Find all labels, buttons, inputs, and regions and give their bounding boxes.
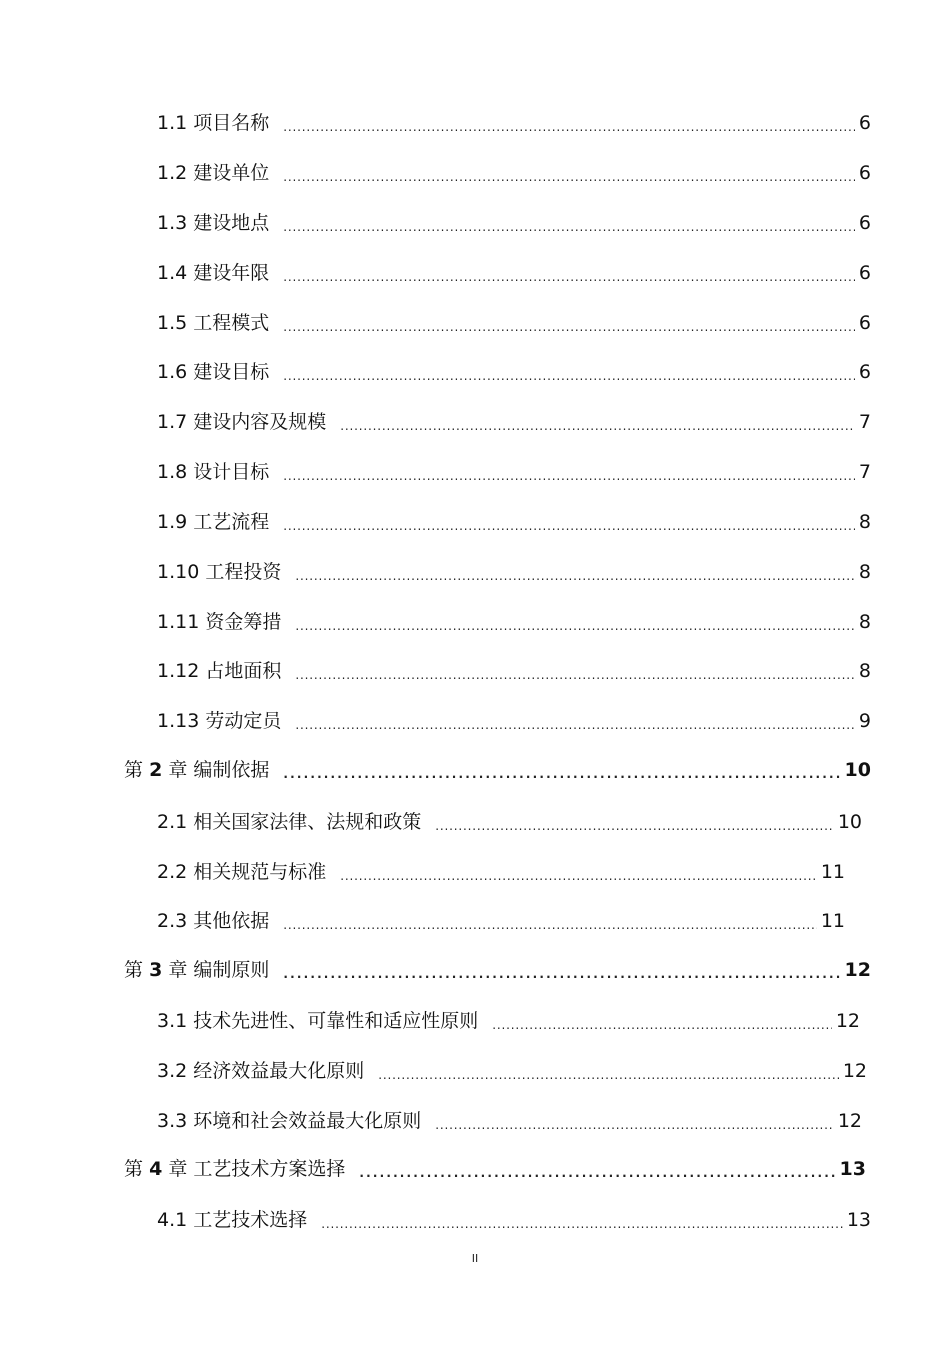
toc-entry-label: 1.10 工程投资 <box>157 561 282 583</box>
toc-entry-label: 1.5 工程模式 <box>157 312 270 334</box>
toc-chapter-3[interactable] <box>124 958 871 982</box>
toc-entry-page: 6 <box>858 112 871 134</box>
toc-entry-page: 13 <box>846 1209 871 1231</box>
chapter-prefix: 第 <box>124 1158 144 1180</box>
toc-entry-1-2[interactable] <box>157 161 871 185</box>
chapter-prefix: 第 <box>124 759 144 781</box>
toc-entry-page: 6 <box>858 262 871 284</box>
dot-leader <box>283 460 855 484</box>
toc-entry-page: 12 <box>835 1010 860 1032</box>
toc-entry-label: 1.1 项目名称 <box>157 112 270 134</box>
toc-entry-page: 6 <box>858 212 871 234</box>
toc-entry-label: 1.9 工艺流程 <box>157 511 270 533</box>
dot-leader <box>283 510 855 534</box>
toc-chapter-page: 13 <box>839 1158 866 1180</box>
toc-chapter-label <box>124 1157 359 1181</box>
toc-entry-1-5[interactable] <box>157 311 871 335</box>
toc-entry-1-11[interactable] <box>157 610 871 634</box>
dot-leader <box>295 560 855 584</box>
toc-entry-2-1[interactable] <box>157 810 862 834</box>
toc-entry-page: 7 <box>858 411 871 433</box>
toc-entry-label: 3.3 环境和社会效益最大化原则 <box>157 1110 422 1132</box>
toc-entry-page: 10 <box>837 811 862 833</box>
toc-entry-4-1[interactable] <box>157 1208 871 1232</box>
toc-entry-1-1[interactable] <box>157 111 871 135</box>
dot-leader <box>283 958 840 982</box>
toc-entry-page: 11 <box>820 861 845 883</box>
toc-entry-page: 8 <box>858 660 871 682</box>
toc-entry-3-2[interactable] <box>157 1059 867 1083</box>
toc-chapter-label <box>124 958 283 982</box>
toc-entry-label: 1.8 设计目标 <box>157 461 270 483</box>
dot-leader <box>321 1208 843 1232</box>
toc-entry-label: 1.11 资金筹措 <box>157 611 282 633</box>
dot-leader <box>340 860 817 884</box>
toc-entry-3-1[interactable] <box>157 1009 860 1033</box>
toc-entry-label: 1.2 建设单位 <box>157 162 270 184</box>
toc-entry-page: 8 <box>858 561 871 583</box>
toc-entry-page: 6 <box>858 162 871 184</box>
toc-entry-label: 2.2 相关规范与标准 <box>157 861 327 883</box>
toc-entry-label: 3.2 经济效益最大化原则 <box>157 1060 365 1082</box>
toc-entry-1-9[interactable] <box>157 510 871 534</box>
toc-chapter-2[interactable] <box>124 758 871 782</box>
chapter-prefix: 第 <box>124 959 144 981</box>
toc-entry-page: 6 <box>858 361 871 383</box>
dot-leader <box>283 111 855 135</box>
toc-entry-2-3[interactable] <box>157 909 845 933</box>
dot-leader <box>295 610 855 634</box>
toc-entry-label: 2.3 其他依据 <box>157 910 270 932</box>
toc-entry-page: 7 <box>858 461 871 483</box>
dot-leader <box>359 1157 835 1181</box>
dot-leader <box>283 161 855 185</box>
dot-leader <box>435 1109 834 1133</box>
chapter-number: 3 <box>149 959 163 981</box>
toc-entry-1-12[interactable] <box>157 659 871 683</box>
chapter-title: 章 编制原则 <box>168 959 270 981</box>
toc-entry-1-13[interactable] <box>157 709 871 733</box>
toc-entry-label: 1.12 占地面积 <box>157 660 282 682</box>
toc-entry-2-2[interactable] <box>157 860 845 884</box>
dot-leader <box>283 211 855 235</box>
toc-entry-1-6[interactable] <box>157 360 871 384</box>
toc-entry-label: 1.4 建设年限 <box>157 262 270 284</box>
dot-leader <box>283 758 840 782</box>
toc-entry-label: 1.7 建设内容及规模 <box>157 411 327 433</box>
toc-entry-1-7[interactable] <box>157 410 871 434</box>
toc-entry-3-3[interactable] <box>157 1109 862 1133</box>
dot-leader <box>295 709 855 733</box>
toc-entry-page: 8 <box>858 511 871 533</box>
dot-leader <box>283 909 817 933</box>
dot-leader <box>435 810 834 834</box>
toc-entry-label: 1.6 建设目标 <box>157 361 270 383</box>
toc-entry-1-4[interactable] <box>157 261 871 285</box>
toc-entry-page: 12 <box>837 1110 862 1132</box>
dot-leader <box>283 311 855 335</box>
toc-chapter-page: 12 <box>844 959 871 981</box>
toc-chapter-label <box>124 758 283 782</box>
toc-entry-page: 8 <box>858 611 871 633</box>
dot-leader <box>378 1059 839 1083</box>
toc-entry-label: 2.1 相关国家法律、法规和政策 <box>157 811 422 833</box>
toc-entry-label: 1.13 劳动定员 <box>157 710 282 732</box>
toc-entry-label: 1.3 建设地点 <box>157 212 270 234</box>
dot-leader <box>340 410 855 434</box>
chapter-title: 章 编制依据 <box>168 759 270 781</box>
page-number-footer: II <box>471 1252 479 1265</box>
dot-leader <box>492 1009 832 1033</box>
dot-leader <box>295 659 855 683</box>
chapter-number: 4 <box>149 1158 163 1180</box>
toc-entry-1-3[interactable] <box>157 211 871 235</box>
toc-entry-1-8[interactable] <box>157 460 871 484</box>
toc-chapter-4[interactable] <box>124 1157 866 1181</box>
toc-entry-label: 4.1 工艺技术选择 <box>157 1209 308 1231</box>
toc-entry-label: 3.1 技术先进性、可靠性和适应性原则 <box>157 1010 479 1032</box>
dot-leader <box>283 360 855 384</box>
dot-leader <box>283 261 855 285</box>
toc-chapter-page: 10 <box>844 759 871 781</box>
chapter-number: 2 <box>149 759 163 781</box>
toc-entry-1-10[interactable] <box>157 560 871 584</box>
toc-entry-page: 11 <box>820 910 845 932</box>
toc-entry-page: 9 <box>858 710 871 732</box>
toc-entry-page: 12 <box>842 1060 867 1082</box>
chapter-title: 章 工艺技术方案选择 <box>168 1158 346 1180</box>
toc-entry-page: 6 <box>858 312 871 334</box>
